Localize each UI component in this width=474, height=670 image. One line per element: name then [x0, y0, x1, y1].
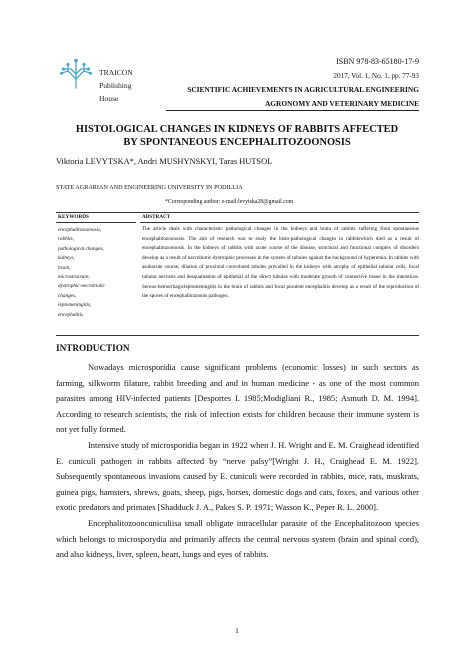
table-bottom-rule	[56, 335, 419, 336]
traicon-logo-icon	[56, 57, 96, 89]
article-title	[40, 124, 434, 149]
body-paragraph: Encephalitozooncuniculiisa small obligate intracellular parasite of the Encephalitozoon species which belongs to microsporydia and primarily affects the central nervous system (brain and spinal cord), and also kidneys, liver, spleen, heart, lungs and eyes of rabbits.	[56, 517, 419, 560]
body-paragraph: Nowadays microsporidia cause significant problems (economic losses) in such sectors as farming, silkworm filature, rabbit breeding and and in human medicine - as one of the most common parasites among HIV-infected patients [Desportes I. 1985;Modigliani R., 1985; Asmuth D. M. 1994]. According to research scientists, the risk of infection exists for children because their immune system is not yet fully formed.	[56, 362, 419, 435]
introduction-heading: INTRODUCTION	[56, 343, 130, 353]
keywords-list	[58, 226, 138, 320]
introduction-body	[56, 360, 419, 563]
page-number: 1	[235, 626, 239, 635]
journal-title-line-1: SCIENTIFIC ACHIEVEMENTS IN AGRICULTURAL ENGINEERING	[187, 85, 419, 94]
article-title-line-1: HISTOLOGICAL CHANGES IN KIDNEYS OF RABBITS AFFECTED	[75, 124, 399, 135]
keywords-heading: KEYWORDS	[58, 214, 89, 220]
table-top-rule	[56, 212, 419, 213]
affiliation: STATE AGRARIAN AND ENGINEERING UNIVERSITY IN PODILLIA	[56, 184, 243, 191]
journal-title-line-2: AGRONOMY AND VETERINARY MEDICINE	[264, 99, 419, 108]
publisher-line-3: House	[99, 94, 119, 103]
keyword-item: kidneys,	[58, 255, 75, 262]
abstract-heading: ABSTRACT	[142, 214, 171, 220]
authors: Viktoria LEVYTSKA*, Andri MUSHYNSKYI, Taras HUTSOL	[56, 157, 273, 166]
keyword-item: pathological changes,	[58, 245, 104, 252]
publisher-name	[99, 66, 133, 105]
publisher-line-2: Publishing	[99, 81, 132, 90]
isbn: ISBN 978-83-65180-17-9	[336, 57, 419, 66]
corresponding-author: *Corresponding author: e-mail:levytska28@gmail.com	[165, 199, 294, 205]
keyword-item: brain,	[58, 264, 71, 271]
keyword-item: rabbits,	[58, 236, 74, 243]
keywords-header-rule	[56, 222, 136, 223]
header-divider	[166, 110, 419, 111]
keyword-item: changes,	[58, 292, 77, 299]
body-paragraph: Intensive study of microsporidia began in 1922 when J. H. Wright and E. M. Craighead identified E. cuniculi pathogen in rabbits affected by “nerve palsy”[Wright J. H., Craighead E. M. 1922]. Subsequently spontaneous invasions caused by E. cuniculi were recorded in rabbits, mice, rats, muskrats, guinea pigs, hamsters, shrews, goats, sheep, pigs, horses, domestic dogs and cats, foxes, and various other exotic predators and primates [Shadduck J. A., Pakes S. P. 1971; Wasson K., Peper R. L. 2000].	[56, 439, 419, 513]
keyword-item: dystrophic-necrobiotic	[58, 283, 105, 290]
keyword-item: encephalitis	[58, 311, 84, 318]
keywords-abstract-table	[56, 212, 419, 336]
article-title-line-2: BY SPONTANEOUS ENCEPHALITOZOONOSIS	[123, 136, 351, 148]
keyword-item: encephalitozoonosis,	[58, 227, 102, 233]
keyword-item: microstructure,	[58, 274, 90, 281]
keyword-item: leptomeningitis,	[58, 302, 92, 309]
publisher-line-1: TRAICON	[99, 68, 133, 77]
volume-info: 2017, Vol. 1, No. 1, pp. 77-93	[333, 72, 419, 80]
abstract-header-rule	[140, 222, 419, 223]
abstract-text: The article deals with characteristic pathological changes in the kidneys and brain of rabbits suffering from spontaneous encephalitozoonosis. The aim of research was to study the histo-pathological changes in rabbitswhich died as a result of encephalitozoonosis. In the kidneys of rabbits with acute course of the disease, structural and functional complex of disorders develop as a result of necrobiotic-dystrophic processes in the system of tubules against the background of hyperemia. In rabbits with asubacute course, dilation of proximal convoluted tubules prevailed in the kidneys with atrophy of epithelial tubular cells, focal tubular necrosis and desquamation of epithelial of the direct tubules with moderate growth of connective tissue in the interstices. Serous-hemorrhagicleptomeningitis in the brain of rabbits and focal purulent encephalitis develop as a result of the reproduction of the spores of encephalitozoonis pathogen.	[142, 226, 419, 300]
